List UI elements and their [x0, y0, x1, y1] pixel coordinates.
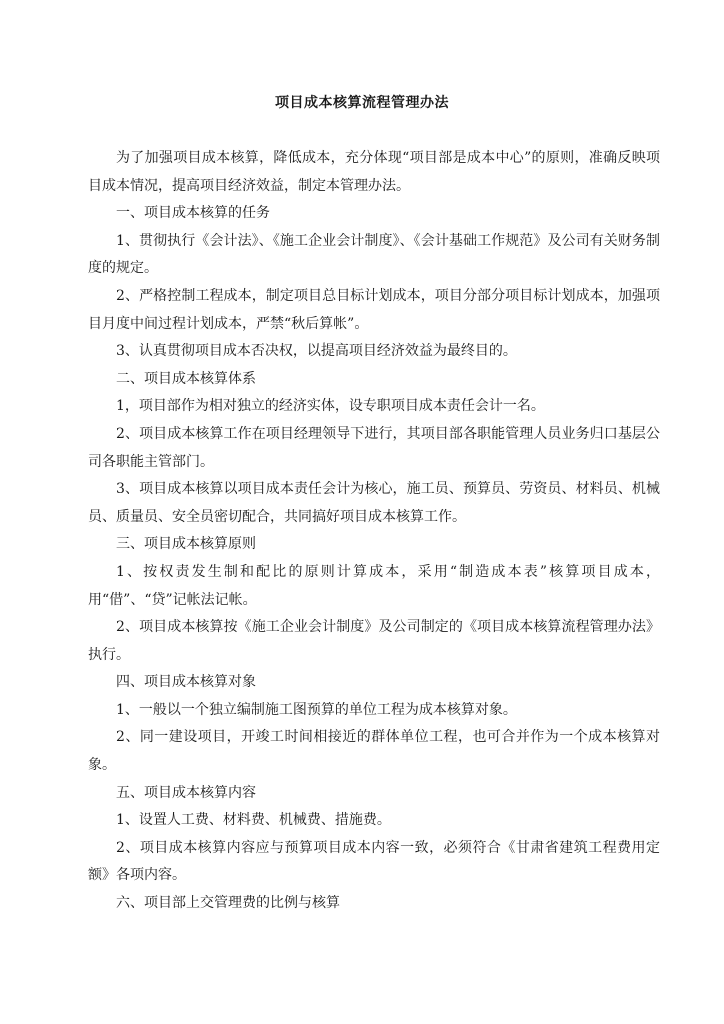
- paragraph: 2、同一建设项目，开竣工时间相接近的群体单位工程，也可合并作为一个成本核算对象。: [88, 729, 660, 774]
- paragraph: 1、设置人工费、材料费、机械费、措施费。: [116, 812, 391, 829]
- paragraph: 2、严格控制工程成本，制定项目总目标计划成本，项目分部分项目标计划成本，加强项目月度中间过程计划成本，严禁“秋后算帐”。: [88, 287, 660, 332]
- paragraph: 2、项目成本核算工作在项目经理领导下进行，其项目部各职能管理人员业务归口基层公司各职能主管部门。: [88, 425, 660, 470]
- section-heading-2: 二、项目成本核算体系: [116, 370, 256, 387]
- document-title: 项目成本核算流程管理办法: [275, 95, 449, 111]
- paragraph: 2、项目成本核算按《施工企业会计制度》及公司制定的《项目成本核算流程管理办法》执行。: [88, 619, 660, 663]
- intro-paragraph: 为了加强项目成本核算，降低成本，充分体现“项目部是成本中心”的原则，准确反映项目成本情况，提高项目经济效益，制定本管理办法。: [88, 150, 660, 194]
- section-heading-6: 六、项目部上交管理费的比例与核算: [116, 895, 340, 912]
- section-heading-3: 三、项目成本核算原则: [116, 536, 256, 553]
- paragraph: 1、一般以一个独立编制施工图预算的单位工程为成本核算对象。: [116, 701, 517, 718]
- paragraph: 1，项目部作为相对独立的经济实体，设专职项目成本责任会计一名。: [116, 398, 545, 415]
- paragraph: 1、按权责发生制和配比的原则计算成本，采用“制造成本表”核算项目成本，用“借”、“贷”记帐法记帐。: [88, 563, 660, 608]
- paragraph: 1、贯彻执行《会计法》、《施工企业会计制度》、《会计基础工作规范》及公司有关财务制度的规定。: [88, 232, 660, 277]
- paragraph: 2、项目成本核算内容应与预算项目成本内容一致，必须符合《甘肃省建筑工程费用定额》各项内容。: [88, 839, 660, 884]
- section-heading-1: 一、项目成本核算的任务: [116, 205, 270, 222]
- section-heading-5: 五、项目成本核算内容: [116, 784, 256, 801]
- paragraph: 3、项目成本核算以项目成本责任会计为核心，施工员、预算员、劳资员、材料员、机械员、质量员、安全员密切配合，共同搞好项目成本核算工作。: [88, 481, 660, 525]
- paragraph: 3、认真贯彻项目成本否决权，以提高项目经济效益为最终目的。: [116, 343, 517, 360]
- document-body: [88, 145, 660, 918]
- section-heading-4: 四、项目成本核算对象: [116, 674, 256, 691]
